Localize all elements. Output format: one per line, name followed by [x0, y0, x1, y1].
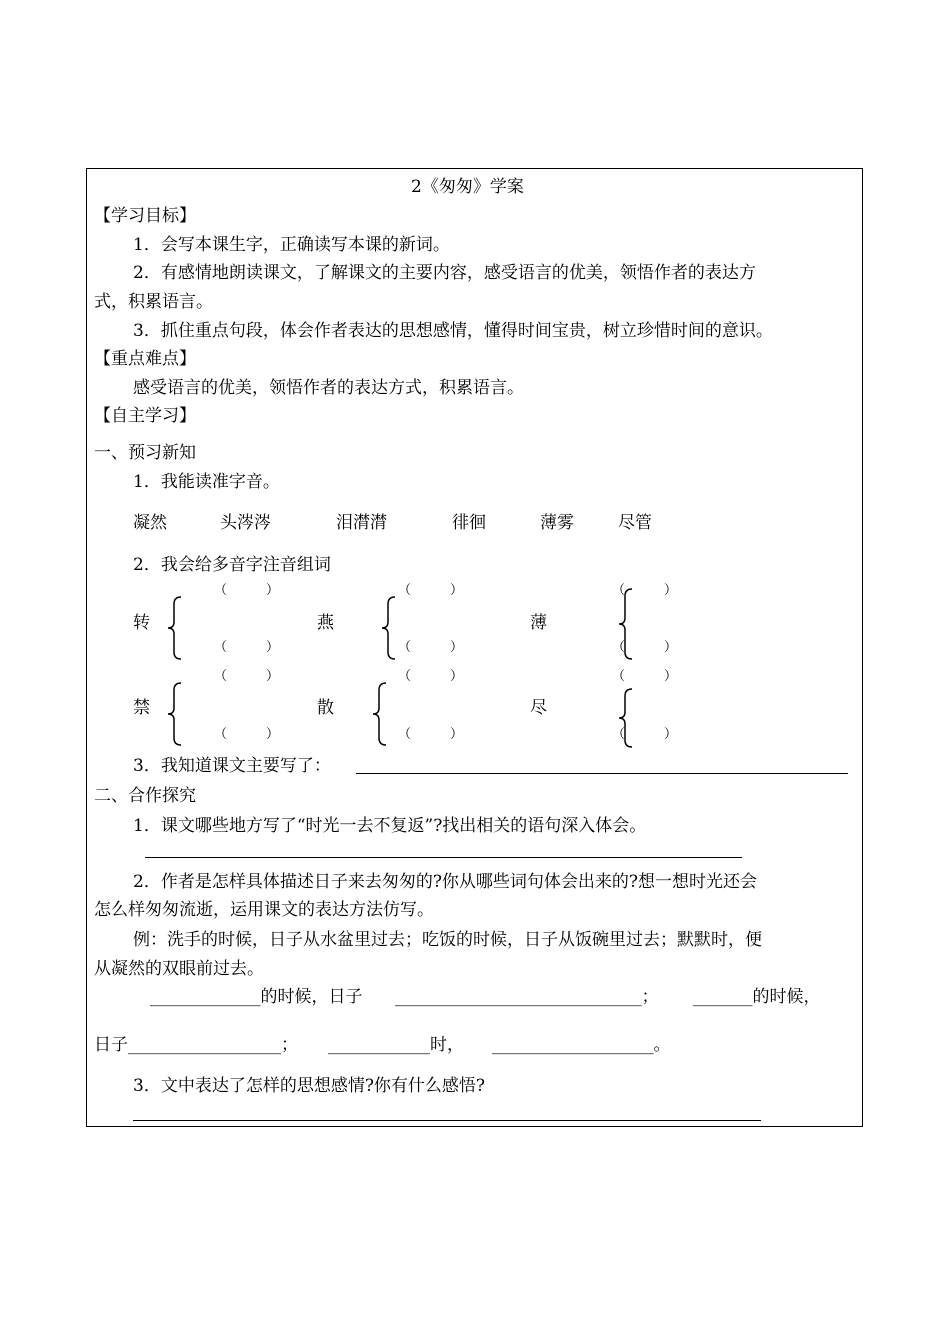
q-read-pronunciation: 1．我能读准字音。 — [133, 472, 280, 492]
coop-q3: 3．文中表达了怎样的思想感情?你有什么感悟? — [133, 1076, 486, 1096]
coop-q1: 1．课文哪些地方写了“时光一去不复返”?找出相关的语句深入体会。 — [133, 816, 647, 836]
fill-blank-line-1b[interactable]: _____________________________； — [395, 987, 659, 1007]
polyphone-char: 薄 — [530, 613, 547, 633]
word-item: 徘徊 — [452, 513, 486, 533]
goal-item-2a: 2．有感情地朗读课文，了解课文的主要内容，感受语言的优美，领悟作者的表达方 — [133, 263, 756, 283]
brace-icon — [372, 682, 388, 746]
answer-blank[interactable]: （ ） — [398, 640, 464, 655]
word-item: 薄雾 — [540, 513, 574, 533]
word-item: 尽管 — [618, 513, 652, 533]
brace-icon — [381, 596, 397, 660]
answer-blank[interactable]: （ ） — [398, 669, 464, 684]
answer-blank[interactable]: （ ） — [214, 640, 280, 655]
key-text: 感受语言的优美，领悟作者的表达方式，积累语言。 — [133, 378, 524, 398]
word-item: 泪潸潸 — [336, 513, 387, 533]
answer-blank[interactable]: （ ） — [214, 583, 280, 598]
answer-line[interactable] — [145, 857, 742, 858]
brace-icon — [167, 682, 183, 746]
fill-blank-line-2b[interactable]: ____________时， — [328, 1035, 464, 1055]
fill-blank-line-2a[interactable]: 日子__________________； — [94, 1035, 298, 1055]
word-item: 头涔涔 — [220, 513, 271, 533]
polyphone-char: 转 — [133, 613, 150, 633]
polyphone-char: 尽 — [530, 698, 547, 718]
answer-blank[interactable]: （ ） — [214, 727, 280, 742]
answer-blank[interactable]: （ ） — [612, 583, 678, 598]
goal-item-2b: 式，积累语言。 — [94, 292, 213, 312]
example-a: 例：洗手的时候，日子从水盆里过去；吃饭的时候，日子从饭碗里过去；默默时，便 — [133, 930, 762, 950]
polyphone-char: 燕 — [317, 613, 334, 633]
fill-blank-line-1c[interactable]: _______的时候， — [693, 987, 821, 1007]
page-title: 2《匆匆》学案 — [411, 177, 524, 197]
answer-blank[interactable]: （ ） — [612, 727, 678, 742]
coop-q2b: 怎么样匆匆流逝，运用课文的表达方法仿写。 — [94, 900, 434, 920]
section-cooperate: 二、合作探究 — [94, 786, 196, 806]
q-main-content: 3．我知道课文主要写了： — [133, 756, 331, 776]
fill-blank-line-1a[interactable]: _____________的时候，日子 — [150, 987, 363, 1007]
answer-blank[interactable]: （ ） — [214, 669, 280, 684]
section-preview: 一、预习新知 — [94, 443, 196, 463]
polyphone-char: 散 — [317, 698, 334, 718]
answer-blank[interactable]: （ ） — [398, 583, 464, 598]
q-polyphones: 2．我会给多音字注音组词 — [133, 555, 331, 575]
answer-line[interactable] — [356, 773, 848, 774]
coop-q2a: 2．作者是怎样具体描述日子来去匆匆的?你从哪些词句体会出来的?想一想时光还会 — [133, 872, 758, 892]
goal-item-3: 3．抓住重点句段，体会作者表达的思想感情，懂得时间宝贵，树立珍惜时间的意识。 — [133, 321, 773, 341]
goal-item-1: 1．会写本课生字，正确读写本课的新词。 — [133, 235, 450, 255]
answer-line[interactable] — [133, 1120, 761, 1121]
word-item: 凝然 — [133, 513, 167, 533]
brace-icon — [167, 596, 183, 660]
polyphone-char: 禁 — [133, 698, 150, 718]
key-heading: 【重点难点】 — [94, 349, 196, 369]
example-b: 从凝然的双眼前过去。 — [94, 959, 264, 979]
answer-blank[interactable]: （ ） — [612, 640, 678, 655]
goals-heading: 【学习目标】 — [94, 206, 196, 226]
fill-blank-line-2c[interactable]: ___________________。 — [492, 1035, 671, 1055]
self-study-heading: 【自主学习】 — [94, 406, 196, 426]
answer-blank[interactable]: （ ） — [612, 669, 678, 684]
answer-blank[interactable]: （ ） — [398, 727, 464, 742]
